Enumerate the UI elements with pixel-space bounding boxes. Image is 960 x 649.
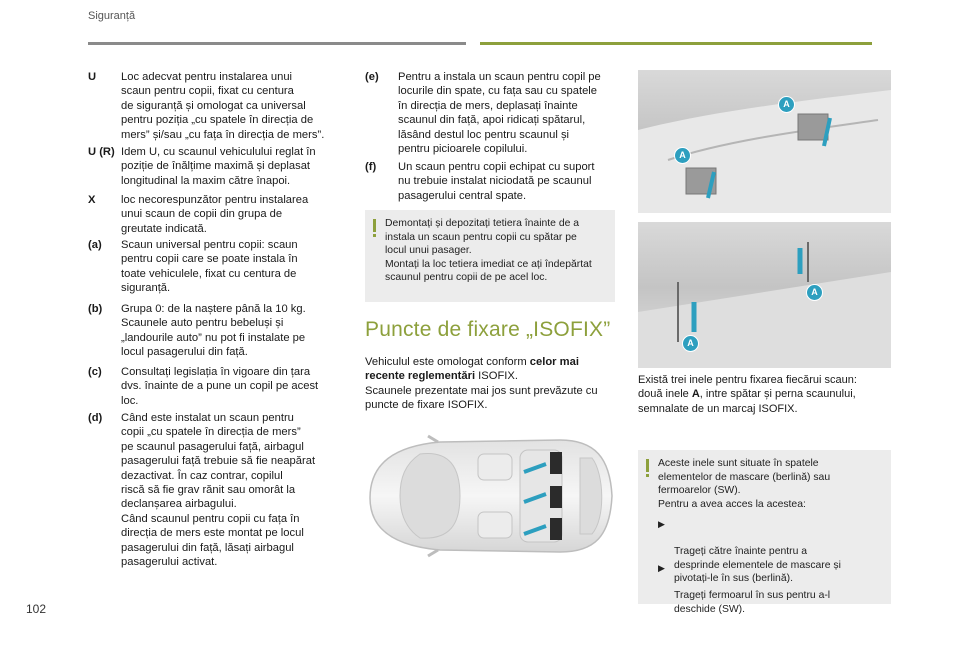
note-headrest — [365, 210, 615, 302]
rings-text-end: , intre spătar și perna scaunului, semnalate de un marcaj ISOFIX. — [638, 388, 856, 415]
arrow-bullet-icon: ▶ — [658, 563, 665, 573]
isofix-rings-text — [638, 373, 896, 416]
intro-text: Vehiculul este omologat conform — [365, 356, 530, 368]
note-text: Aceste inele sunt situate în spatele elementelor de mascare (berlină) sau fermoarelor (SW). Pentru a avea acces la acestea: — [658, 458, 831, 510]
isofix-intro — [365, 355, 627, 413]
note-rings-access — [638, 450, 891, 615]
isofix-photo-upper — [638, 70, 891, 213]
definition-text: Un scaun pentru copii echipat cu suport nu trebuie instalat niciodată pe scaunul pasagerului central spate. — [398, 161, 595, 202]
note-text: Demontați și depozitați tetiera înainte de a instala un scaun pentru copii cu spătar pe locul unui pasager. Montați la loc tetiera imediat ce ați îndepărtat scaunul pentru copii de pe acel loc. — [385, 218, 592, 284]
marker-a: A — [778, 96, 795, 113]
definition-text: Când este instalat un scaun pentru copii „cu spatele în direcția de mers” pe scaunul pasagerului față, airbagul pasagerului față trebuie să fie neapărat dezactivat. În caz contrar, copilul riscă să fie grav rănit sau omorât la declanșarea airbagului. Când scaunul pentru copii cu fața în direcția de mers este montat pe locul pasagerului din față, lăsați airbagul pasagerului activat. — [121, 412, 316, 569]
definition-term: (e) — [365, 71, 379, 83]
note-bullet — [658, 562, 883, 630]
bullet-text: Trageți fermoarul în sus pentru a-l deschide (SW). — [674, 590, 831, 615]
seat-photo-icon — [638, 70, 891, 213]
arrow-bullet-icon: ▶ — [658, 519, 665, 529]
intro-bold: celor mai recente reglementări — [365, 356, 579, 383]
definition-term: (d) — [88, 412, 103, 424]
info-icon — [646, 459, 649, 472]
definition-term: (b) — [88, 303, 103, 315]
isofix-photo-lower — [638, 222, 891, 368]
rings-text: Există trei inele pentru fixarea fiecărui scaun: două inele — [638, 374, 857, 401]
definition-text: loc necorespunzător pentru instalarea unui scaun de copii din grupa de greutate indicată. — [121, 194, 309, 235]
definition-text: Pentru a instala un scaun pentru copil pe locurile din spate, cu fața sau cu spatele în direcția de mers, deplasați înainte scaunul din față, apoi ridicați spătarul, lăsând destul loc pentru scaunul și pentru picioarele copilului. — [398, 71, 601, 156]
definition-text: Consultați legislația în vigoare din țara dvs. înainte de a pune un copil pe acest loc. — [121, 366, 319, 407]
rings-bold: A — [691, 388, 700, 401]
definition-text: Idem U, cu scaunul vehiculului reglat în poziție de înălțime maximă și deplasat longitudinal la maxim către înapoi. — [121, 146, 316, 187]
marker-a: A — [806, 284, 823, 301]
section-heading: Puncte de fixare „ISOFIX” — [365, 318, 611, 341]
seat-photo-icon — [638, 222, 891, 368]
definition-term: (a) — [88, 239, 102, 251]
bullet-text: Trageți către înainte pentru a desprinde elementele de mascare și pivotați-le în sus (berlină). — [674, 546, 841, 585]
definition-term: X — [88, 194, 96, 206]
info-icon — [373, 219, 376, 232]
header-rule-left — [88, 42, 466, 45]
definition-term: (f) — [365, 161, 377, 173]
car-outline-icon — [360, 428, 618, 563]
definition-term: U (R) — [88, 146, 115, 158]
intro-text-end: ISOFIX. Scaunele prezentate mai jos sunt prevăzute cu puncte de fixare ISOFIX. — [365, 370, 598, 412]
marker-a: A — [682, 335, 699, 352]
marker-a: A — [674, 147, 691, 164]
header-rule-right — [480, 42, 872, 45]
page-number: 102 — [26, 602, 47, 616]
section-title: Siguranță — [88, 10, 136, 22]
definition-text: Loc adecvat pentru instalarea unui scaun pentru copii, fixat cu centura de siguranță și omologat ca universal pentru poziția „cu spatele în direcția de mers” și/sau „cu fața în direcția de mers”. — [121, 71, 325, 141]
definition-text: Scaun universal pentru copii: scaun pentru copii care se poate instala în toate vehiculele, fixat cu centura de siguranță. — [121, 239, 298, 295]
definition-term: U — [88, 71, 97, 83]
definition-text: Grupa 0: de la naștere până la 10 kg. Scaunele auto pentru bebeluși și „landourile auto” nu pot fi instalate pe locul pasagerului din față. — [121, 303, 306, 359]
car-top-view-illustration — [360, 428, 618, 563]
definition-term: (c) — [88, 366, 102, 378]
